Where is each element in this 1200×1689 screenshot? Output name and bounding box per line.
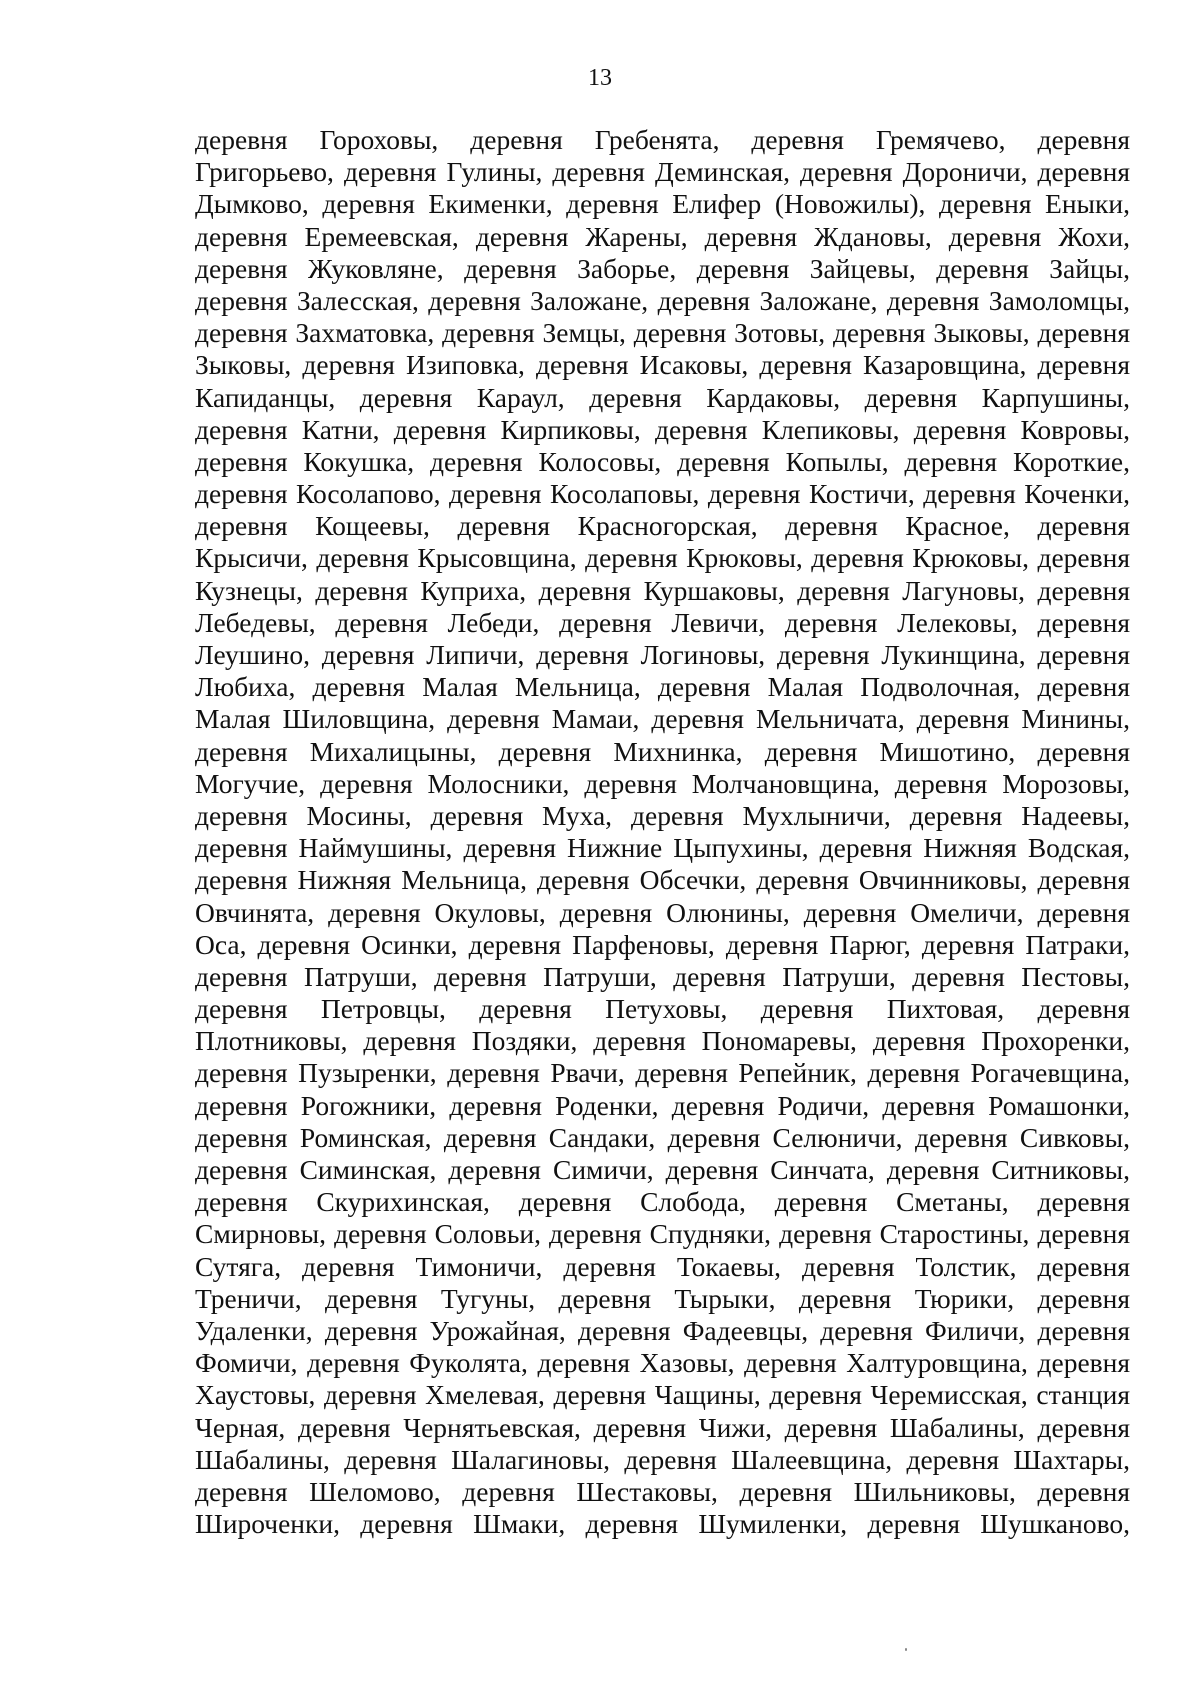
text-line: Оса, деревня Осинки, деревня Парфеновы, деревня Парюг, деревня Патраки,: [195, 928, 1130, 960]
text-line: деревня Наймушины, деревня Нижние Цыпухины, деревня Нижняя Водская,: [195, 832, 1130, 864]
text-line: Дымково, деревня Екименки, деревня Елифер (Новожилы), деревня Еныки,: [195, 188, 1130, 220]
text-line: деревня Залесская, деревня Заложане, деревня Заложане, деревня Замоломцы,: [195, 284, 1130, 316]
text-line: деревня Косолапово, деревня Косолаповы, деревня Костичи, деревня Коченки,: [195, 478, 1130, 510]
text-line: Плотниковы, деревня Поздяки, деревня Пономаревы, деревня Прохоренки,: [195, 1025, 1130, 1057]
text-line: Черная, деревня Чернятьевская, деревня Чижи, деревня Шабалины, деревня: [195, 1411, 1130, 1443]
text-line: деревня Нижняя Мельница, деревня Обсечки, деревня Овчинниковы, деревня: [195, 864, 1130, 896]
text-line: Зыковы, деревня Изиповка, деревня Исаковы, деревня Казаровщина, деревня: [195, 349, 1130, 381]
text-line: деревня Еремеевская, деревня Жарены, деревня Ждановы, деревня Жохи,: [195, 220, 1130, 252]
text-line: Григорьево, деревня Гулины, деревня Деминская, деревня Дороничи, деревня: [195, 156, 1130, 188]
text-line: деревня Захматовка, деревня Земцы, деревня Зотовы, деревня Зыковы, деревня: [195, 317, 1130, 349]
text-line: деревня Рогожники, деревня Роденки, деревня Родичи, деревня Ромашонки,: [195, 1089, 1130, 1121]
text-line: деревня Скурихинская, деревня Слобода, деревня Сметаны, деревня: [195, 1186, 1130, 1218]
scan-speck: [905, 1648, 907, 1651]
text-line: Фомичи, деревня Фуколята, деревня Хазовы, деревня Халтуровщина, деревня: [195, 1347, 1130, 1379]
settlement-list-text: [195, 124, 1130, 1540]
text-line: Шабалины, деревня Шалагиновы, деревня Шалеевщина, деревня Шахтары,: [195, 1443, 1130, 1475]
text-line: Сутяга, деревня Тимоничи, деревня Токаевы, деревня Толстик, деревня: [195, 1250, 1130, 1282]
text-line: Любиха, деревня Малая Мельница, деревня Малая Подволочная, деревня: [195, 671, 1130, 703]
text-line: Удаленки, деревня Урожайная, деревня Фадеевцы, деревня Филичи, деревня: [195, 1314, 1130, 1346]
text-line: деревня Роминская, деревня Сандаки, деревня Селюничи, деревня Сивковы,: [195, 1121, 1130, 1153]
text-line: деревня Пузыренки, деревня Рвачи, деревня Репейник, деревня Рогачевщина,: [195, 1057, 1130, 1089]
text-line: Овчинята, деревня Окуловы, деревня Олюнины, деревня Омеличи, деревня: [195, 896, 1130, 928]
text-line: Лебедевы, деревня Лебеди, деревня Левичи, деревня Лелековы, деревня: [195, 606, 1130, 638]
text-line: деревня Симинская, деревня Симичи, деревня Синчата, деревня Ситниковы,: [195, 1154, 1130, 1185]
text-line: Леушино, деревня Липичи, деревня Логиновы, деревня Лукинщина, деревня: [195, 639, 1130, 670]
text-line: Треничи, деревня Тугуны, деревня Тырыки, деревня Тюрики, деревня: [195, 1282, 1130, 1314]
text-line: деревня Кощеевы, деревня Красногорская, деревня Красное, деревня: [195, 510, 1130, 542]
text-line: Могучие, деревня Молосники, деревня Молчановщина, деревня Морозовы,: [195, 767, 1130, 799]
text-line: Капиданцы, деревня Караул, деревня Кардаковы, деревня Карпушины,: [195, 381, 1130, 413]
text-line: деревня Патруши, деревня Патруши, деревня Патруши, деревня Пестовы,: [195, 960, 1130, 992]
text-line: деревня Кокушка, деревня Колосовы, деревня Копылы, деревня Короткие,: [195, 445, 1130, 477]
text-line: деревня Катни, деревня Кирпиковы, деревня Клепиковы, деревня Ковровы,: [195, 413, 1130, 445]
text-line: Широченки, деревня Шмаки, деревня Шумиленки, деревня Шушканово,: [195, 1508, 1130, 1540]
text-line: деревня Гороховы, деревня Гребенята, деревня Гремячево, деревня: [195, 124, 1130, 155]
text-line: деревня Мосины, деревня Муха, деревня Мухлыничи, деревня Надеевы,: [195, 799, 1130, 831]
text-line: деревня Шеломово, деревня Шестаковы, деревня Шильниковы, деревня: [195, 1475, 1130, 1507]
text-line: Кузнецы, деревня Куприха, деревня Куршаковы, деревня Лагуновы, деревня: [195, 574, 1130, 606]
text-line: Малая Шиловщина, деревня Мамаи, деревня Мельничата, деревня Минины,: [195, 703, 1130, 735]
text-line: деревня Михалицыны, деревня Михнинка, деревня Мишотино, деревня: [195, 735, 1130, 767]
text-line: Смирновы, деревня Соловьи, деревня Спудняки, деревня Старостины, деревня: [195, 1218, 1130, 1250]
text-line: деревня Петровцы, деревня Петуховы, деревня Пихтовая, деревня: [195, 993, 1130, 1025]
text-line: Хаустовы, деревня Хмелевая, деревня Чащины, деревня Черемисская, станция: [195, 1379, 1130, 1411]
page-number: 13: [588, 65, 612, 91]
text-line: деревня Жуковляне, деревня Заборье, деревня Зайцевы, деревня Зайцы,: [195, 252, 1130, 284]
text-line: Крысичи, деревня Крысовщина, деревня Крюковы, деревня Крюковы, деревня: [195, 542, 1130, 574]
